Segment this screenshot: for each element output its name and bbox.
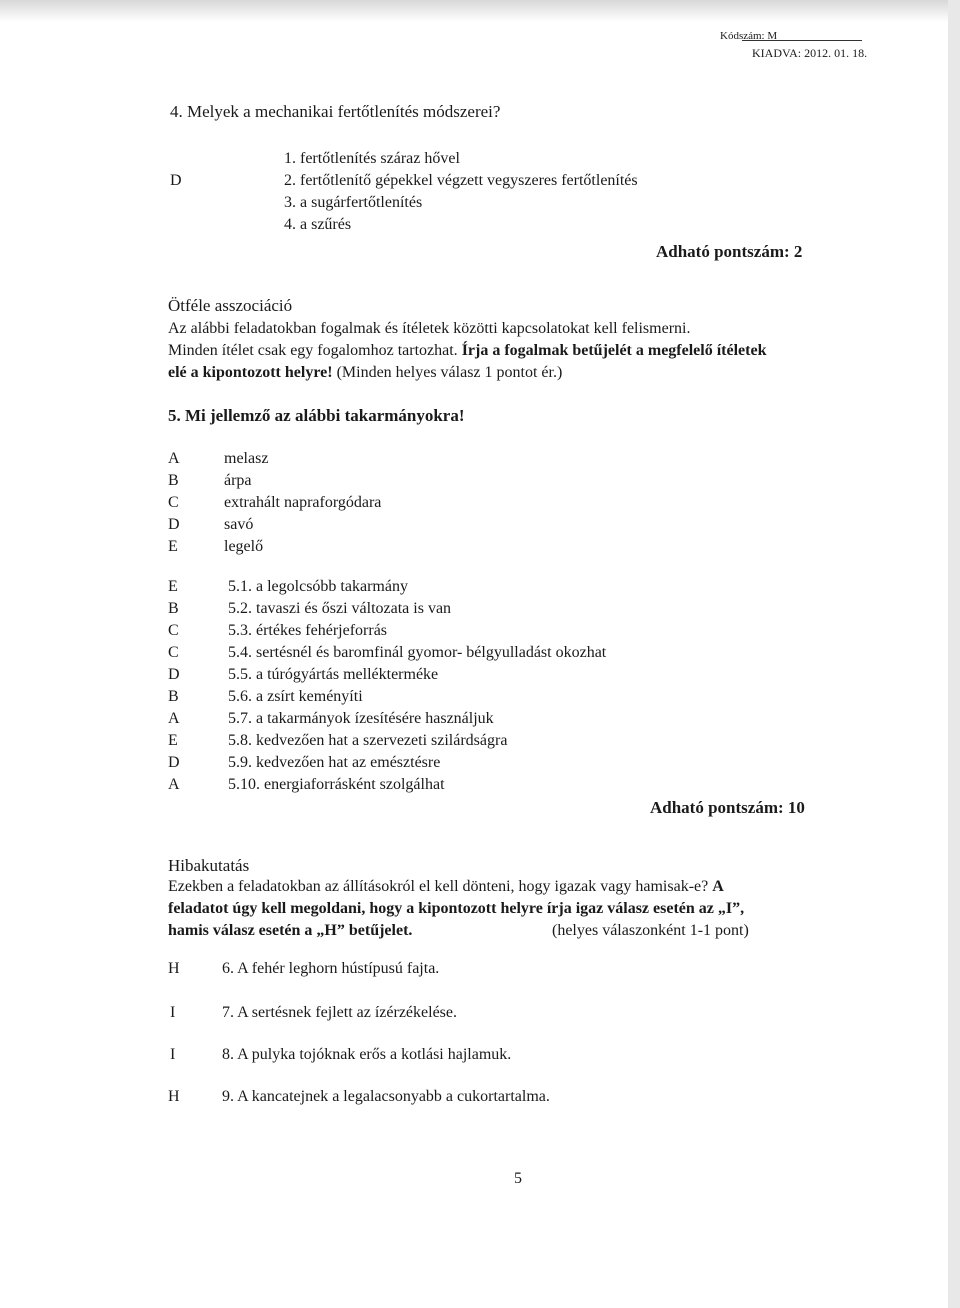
tf-statement: 8. A pulyka tojóknak erős a kotlási hajlamuk. <box>222 1046 512 1063</box>
assoc-heading: Ötféle asszociáció <box>168 296 293 315</box>
answer-statement: 5.3. értékes fehérjeforrás <box>228 622 388 639</box>
hiba-heading: Hibakutatás <box>168 856 250 875</box>
hiba-line3-bold: hamis válasz esetén a „H” betűjelet. <box>168 922 413 939</box>
q5-title: 5. Mi jellemző az alábbi takarmányokra! <box>168 406 465 425</box>
scan-edge <box>948 0 960 1308</box>
hiba-line1-plain: Ezekben a feladatokban az állításokról el kell dönteni, hogy igazak vagy hamisak-e? <box>168 878 713 895</box>
tf-statement: 7. A sertésnek fejlett az ízérzékelése. <box>222 1004 457 1021</box>
q4-option: 1. fertőtlenítés száraz hővel <box>284 150 460 167</box>
tf-answer: H <box>168 960 180 977</box>
q4-option: 3. a sugárfertőtlenítés <box>284 194 423 211</box>
answer-statement: 5.6. a zsírt keményíti <box>228 688 363 705</box>
concept-letter: E <box>168 538 178 555</box>
concept-text: extrahált napraforgódara <box>224 494 382 511</box>
answer-letter: D <box>168 754 180 771</box>
tf-statement: 9. A kancatejnek a legalacsonyabb a cukortartalma. <box>222 1088 550 1105</box>
answer-statement: 5.2. tavaszi és őszi változata is van <box>228 600 452 617</box>
page-number: 5 <box>514 1170 522 1187</box>
answer-letter: B <box>168 600 179 617</box>
hiba-line3-note: (helyes válaszonként 1-1 pont) <box>552 922 749 939</box>
concept-text: savó <box>224 516 254 533</box>
q5-points: Adható pontszám: 10 <box>650 798 805 817</box>
answer-statement: 5.9. kedvezően hat az emésztésre <box>228 754 441 771</box>
concept-letter: A <box>168 450 180 467</box>
answer-statement: 5.4. sertésnél és baromfinál gyomor- bélgyulladást okozhat <box>228 644 607 661</box>
tf-answer: I <box>170 1046 176 1063</box>
tf-statement: 6. A fehér leghorn hústípusú fajta. <box>222 960 440 977</box>
answer-statement: 5.5. a túrógyártás mellékterméke <box>228 666 439 683</box>
code-label: Kódszám: M <box>720 30 778 42</box>
answer-statement: 5.1. a legolcsóbb takarmány <box>228 578 408 595</box>
answer-letter: C <box>168 644 179 661</box>
assoc-line2 <box>168 342 766 360</box>
hiba-line2: feladatot úgy kell megoldani, hogy a kipontozott helyre írja igaz válasz esetén az „I”, <box>168 900 745 917</box>
tf-answer: H <box>168 1088 180 1105</box>
assoc-line1: Az alábbi feladatokban fogalmak és ítéletek közötti kapcsolatokat kell felismerni. <box>168 320 691 337</box>
answer-letter: A <box>168 710 180 727</box>
q4-answer: D <box>170 172 182 189</box>
answer-letter: C <box>168 622 179 639</box>
q4-option: 2. fertőtlenítő gépekkel végzett vegyszeres fertőtlenítés <box>284 172 638 189</box>
hiba-line3 <box>168 922 412 940</box>
answer-letter: E <box>168 578 178 595</box>
assoc-line2-plain: Minden ítélet csak egy fogalomhoz tartozhat. <box>168 342 462 359</box>
concept-text: legelő <box>224 538 264 555</box>
answer-statement: 5.8. kedvezően hat a szervezeti szilárdságra <box>228 732 508 749</box>
concept-text: árpa <box>224 472 252 489</box>
q4-title: 4. Melyek a mechanikai fertőtlenítés módszerei? <box>170 102 501 121</box>
code-underline <box>742 40 862 41</box>
assoc-line3-bold: elé a kipontozott helyre! <box>168 364 333 381</box>
answer-statement: 5.7. a takarmányok ízesítésére használjuk <box>228 710 494 727</box>
answer-letter: E <box>168 732 178 749</box>
scan-shadow <box>0 0 960 22</box>
concept-letter: B <box>168 472 179 489</box>
hiba-line1 <box>168 878 724 896</box>
hiba-line1-bold: A <box>712 878 724 895</box>
answer-statement: 5.10. energiaforrásként szolgálhat <box>228 776 445 793</box>
q4-points: Adható pontszám: 2 <box>656 242 803 261</box>
tf-answer: I <box>170 1004 176 1021</box>
assoc-line3 <box>168 364 562 382</box>
issue-date: KIADVA: 2012. 01. 18. <box>752 46 868 60</box>
assoc-line3-plain: (Minden helyes válasz 1 pontot ér.) <box>332 364 563 381</box>
concept-letter: C <box>168 494 179 511</box>
concept-letter: D <box>168 516 180 533</box>
q4-option: 4. a szűrés <box>284 216 352 233</box>
answer-letter: A <box>168 776 180 793</box>
concept-text: melasz <box>224 450 269 467</box>
assoc-line2-bold: Írja a fogalmak betűjelét a megfelelő ítéletek <box>461 342 767 359</box>
answer-letter: B <box>168 688 179 705</box>
answer-letter: D <box>168 666 180 683</box>
